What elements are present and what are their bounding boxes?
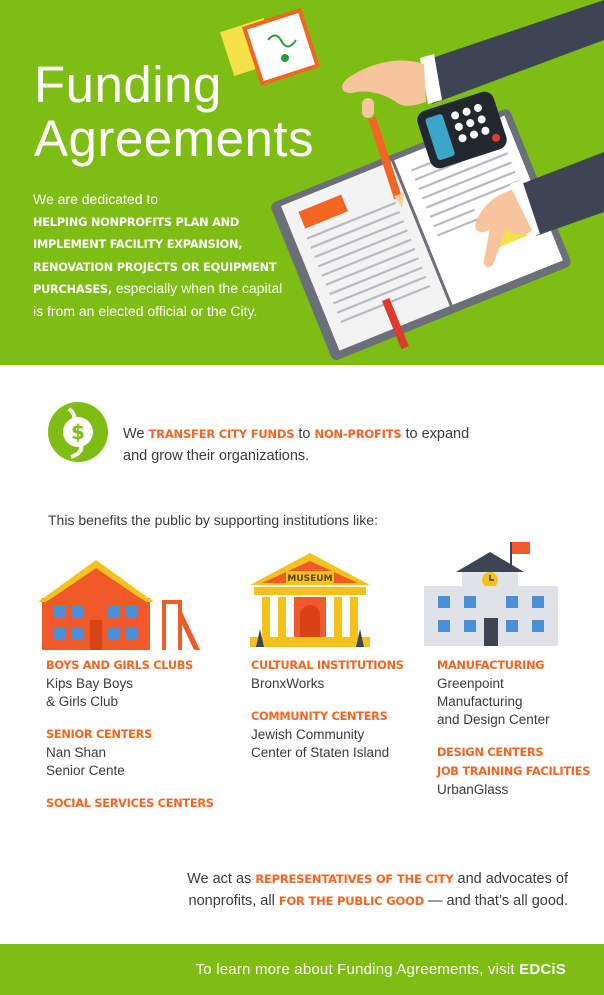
category-example: & Girls Club — [46, 694, 119, 709]
category-example: Manufacturing — [437, 694, 523, 709]
closing-highlight-representatives: REPRESENTATIVES OF THE CITY — [255, 872, 454, 886]
category-heading: CULTURAL INSTITUTIONS — [251, 659, 404, 672]
category-heading: MANUFACTURING — [437, 659, 545, 672]
category-manufacturing — [437, 656, 590, 729]
category-example: BronxWorks — [251, 676, 325, 691]
category-senior-centers — [46, 725, 214, 780]
hero-banner — [0, 0, 604, 365]
category-heading: COMMUNITY CENTERS — [251, 710, 388, 723]
manufacturing-building-icon — [422, 538, 560, 648]
category-boys-girls-clubs — [46, 656, 214, 711]
category-heading: BOYS AND GIRLS CLUBS — [46, 659, 194, 672]
category-design-centers — [437, 743, 590, 799]
category-example: UrbanGlass — [437, 782, 509, 797]
museum-label: MUSEUM — [287, 574, 333, 584]
category-example: Kips Bay Boys — [46, 676, 134, 691]
hero-intro — [33, 189, 295, 322]
category-example: Senior Cente — [46, 763, 125, 778]
closing-post: — and that’s all good. — [428, 893, 568, 909]
category-example: Center of Staten Island — [251, 745, 390, 760]
footer-message: To learn more about Funding Agreements, visit — [195, 961, 515, 978]
category-heading: JOB TRAINING FACILITIES — [437, 765, 591, 778]
edcis-link[interactable]: EDCiS — [519, 961, 566, 978]
clubhouse-icon — [38, 558, 200, 652]
intro-post: especially when the capital is from an elected official or the City. — [33, 280, 283, 319]
category-example: Nan Shan — [46, 745, 107, 760]
category-social-services — [46, 794, 214, 813]
svg-text:$: $ — [71, 420, 85, 444]
transfer-post: to expand and grow their organizations. — [123, 426, 470, 464]
category-example: and Design Center — [437, 712, 550, 727]
category-heading: SOCIAL SERVICES CENTERS — [46, 797, 214, 810]
intro-pre: We are dedicated to — [33, 191, 159, 207]
category-column-1 — [46, 656, 214, 827]
category-column-3 — [437, 656, 590, 813]
intro-highlight: HELPING NONPROFITS PLAN AND IMPLEMENT FACILITY EXPANSION, RENOVATION PROJECTS OR EQUIPMENT PURCHASES, — [33, 215, 277, 296]
transfer-highlight-nonprofits: NON-PROFITS — [314, 427, 402, 441]
closing-mid: and advocates of nonprofits, all — [188, 871, 568, 909]
closing-statement — [128, 868, 568, 912]
closing-pre: We act as — [187, 871, 252, 887]
transfer-pre: We — [123, 426, 145, 442]
footer-bar — [0, 944, 604, 995]
title-line-2: Agreements — [34, 110, 314, 167]
category-example: Jewish Community — [251, 727, 365, 742]
category-community-centers — [251, 707, 404, 762]
page-title — [34, 58, 314, 166]
category-heading: SENIOR CENTERS — [46, 728, 152, 741]
transfer-statement — [123, 424, 483, 467]
dollar-icon — [47, 401, 109, 463]
museum-icon — [246, 551, 374, 651]
transfer-mid: to — [298, 426, 311, 442]
category-cultural-institutions — [251, 656, 404, 693]
category-example: Greenpoint — [437, 676, 504, 691]
category-column-2 — [251, 656, 404, 776]
category-heading: DESIGN CENTERS — [437, 746, 544, 759]
title-line-1: Funding — [34, 56, 222, 113]
benefits-text: This benefits the public by supporting institutions like: — [48, 512, 378, 528]
transfer-highlight-funds: TRANSFER CITY FUNDS — [148, 427, 295, 441]
footer-text — [196, 961, 566, 978]
closing-highlight-public-good: FOR THE PUBLIC GOOD — [278, 894, 424, 908]
